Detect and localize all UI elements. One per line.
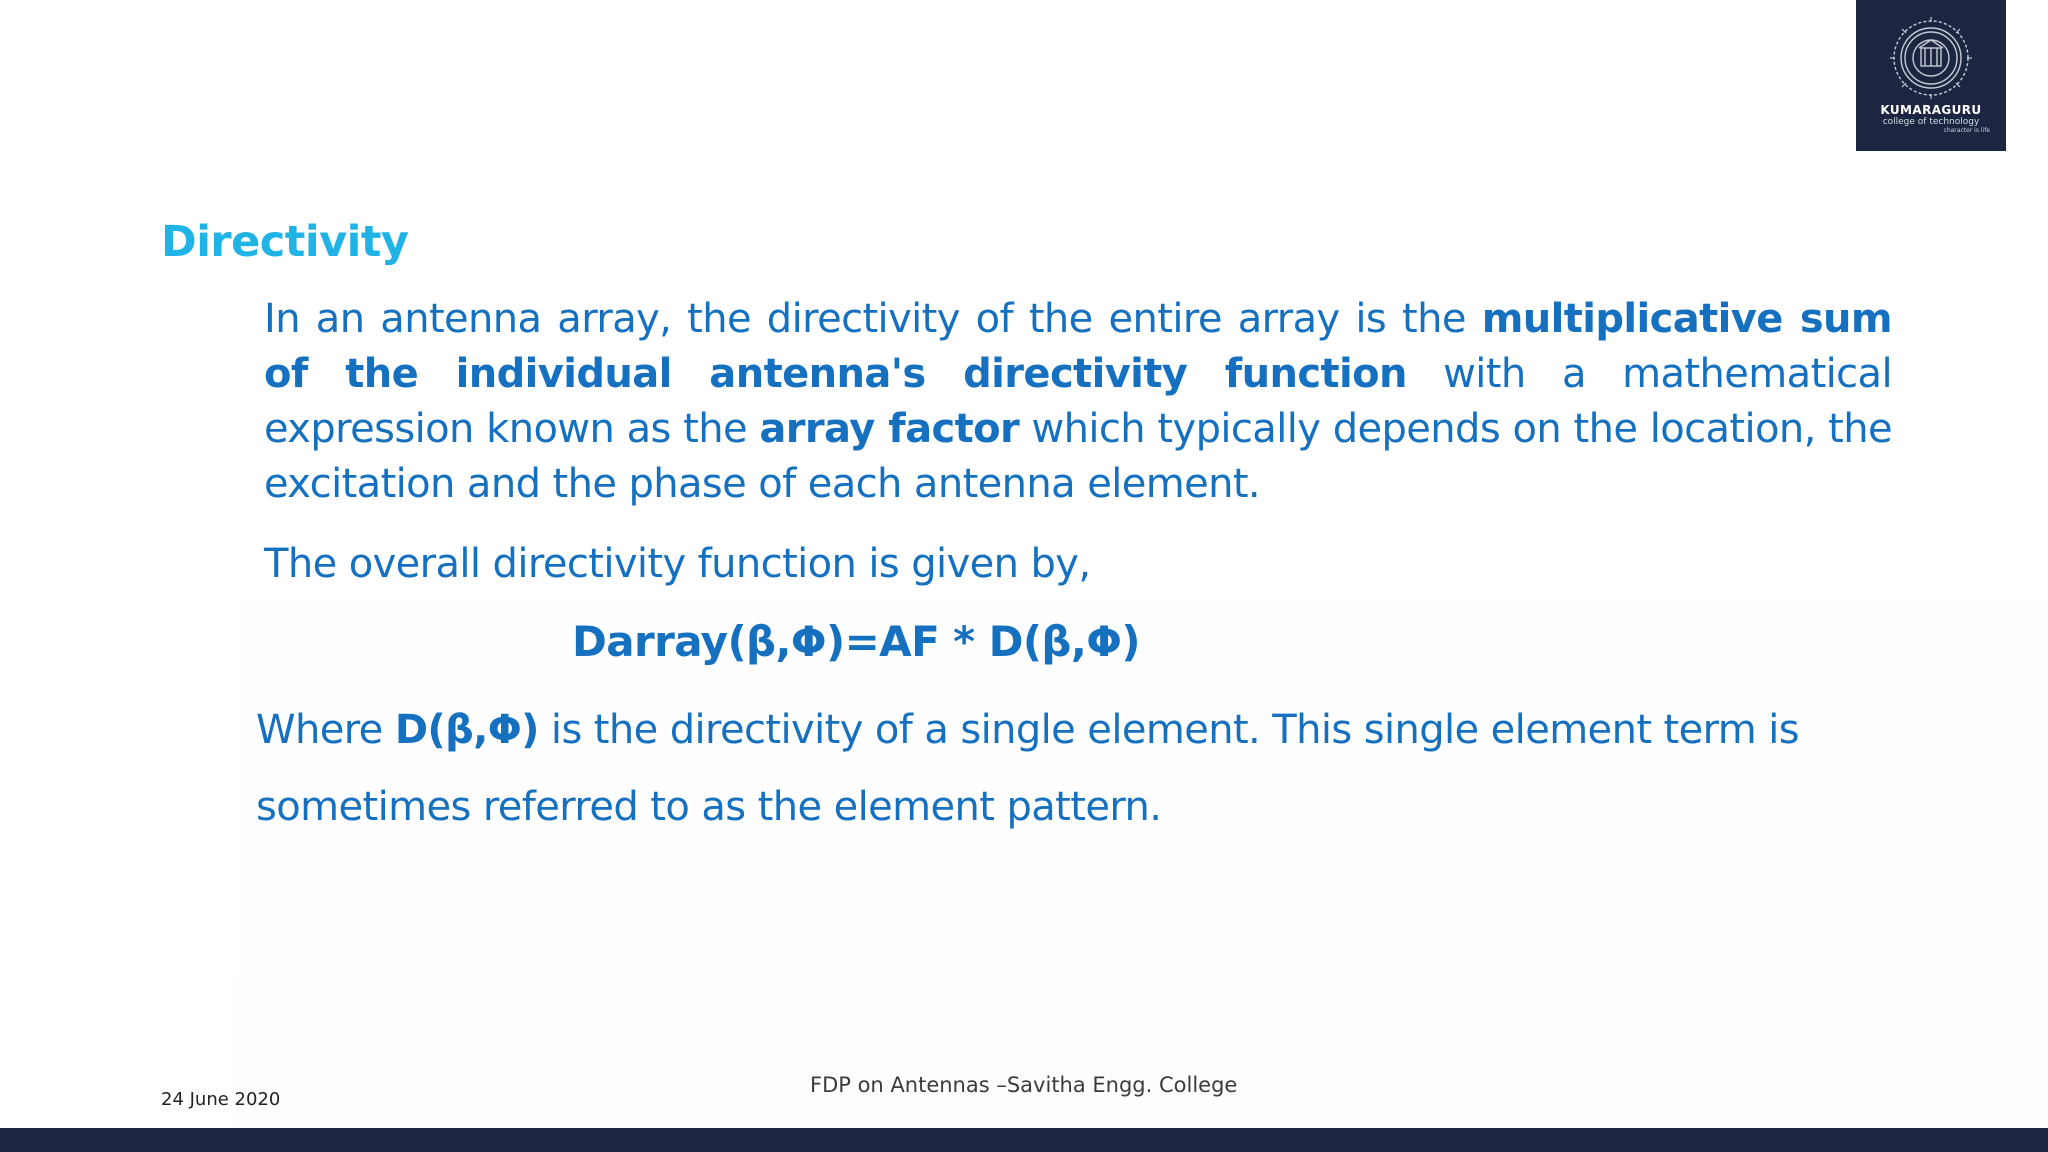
paragraph-emphasis-2: array factor: [759, 406, 1020, 452]
definition-paragraph: [264, 292, 1892, 512]
logo-tagline: character is life: [1943, 127, 1990, 134]
paragraph-text-1: In an antenna array, the directivity of the entire array is the: [264, 296, 1482, 342]
where-explanation: [256, 692, 1892, 846]
footer-date: 24 June 2020: [161, 1089, 281, 1110]
college-logo: [1856, 0, 2006, 151]
where-line1-rest: is the directivity of a single element. This single element term is: [538, 707, 1799, 753]
where-line2: sometimes referred to as the element pattern.: [256, 784, 1162, 830]
logo-name: KUMARAGURU: [1880, 103, 1982, 117]
paragraph-emphasis-1: multiplicative sum of the individual antenna's directivity function: [264, 296, 1892, 397]
where-prefix: Where: [256, 707, 395, 753]
paragraph-text-3: which typically depends on the location, the excitation and the phase of each antenna element.: [264, 406, 1892, 507]
directivity-formula: Darray(β,Φ)=AF * D(β,Φ): [572, 617, 1140, 666]
slide-heading: Directivity: [161, 217, 409, 267]
footer-title: FDP on Antennas –Savitha Engg. College: [810, 1073, 1238, 1097]
logo-subtitle: college of technology: [1882, 117, 1980, 127]
paragraph-text-2: with a mathematical expression known as the: [264, 351, 1892, 452]
bottom-bar: [0, 1128, 2048, 1152]
given-by-line: The overall directivity function is given by,: [264, 541, 1091, 587]
where-term: D(β,Φ): [394, 707, 539, 753]
seal-icon: [1889, 16, 1973, 100]
